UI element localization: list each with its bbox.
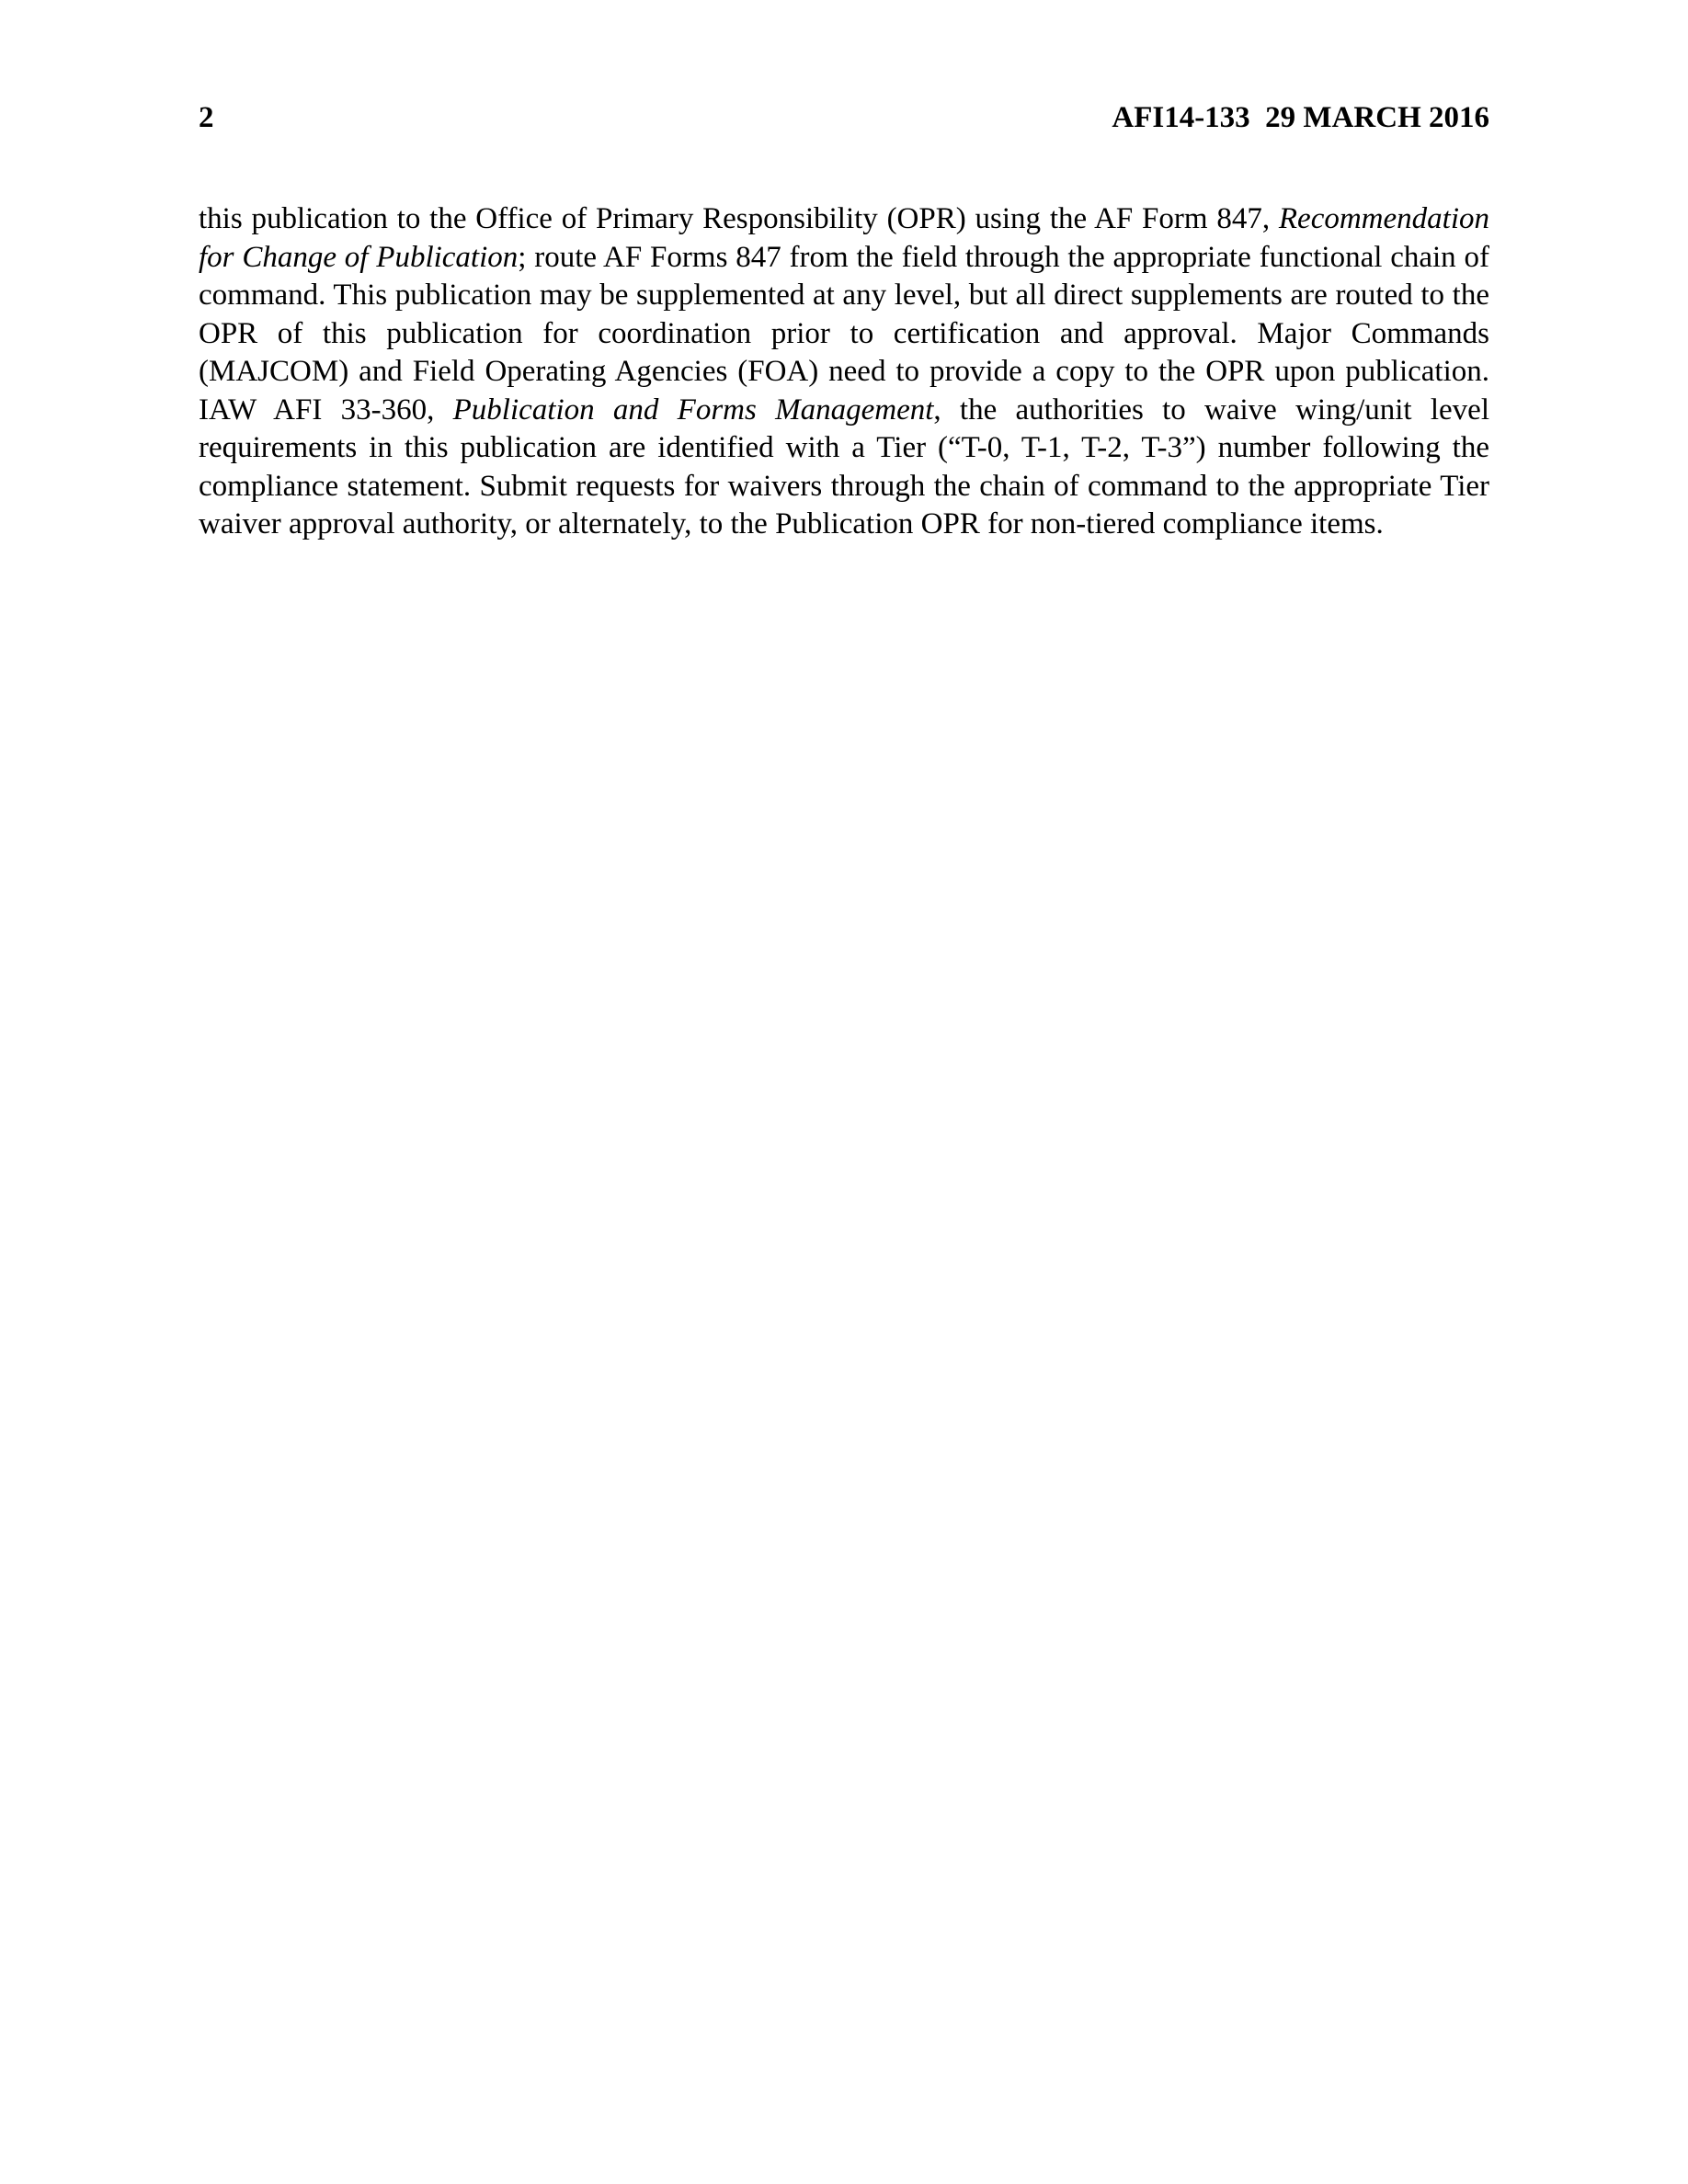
- document-id: AFI14-133 29 MARCH 2016: [1112, 101, 1489, 134]
- page-number: 2: [199, 101, 214, 134]
- paragraph-text-2: ; route AF Forms 847 from the field through the appropriate functional chain of command. This publication may be supplemented at any level, but all direct supplements are routed to the OPR of this publication for coordination prior to certification and approval. Major Commands (MAJCOM) and Field Operating Agencies (FOA) need to provide a copy to the OPR upon publication. IAW AFI 33-360,: [199, 240, 1489, 427]
- body-paragraph: [199, 200, 1489, 544]
- paragraph-text-3: , the authorities to waive wing/unit level requirements in this publication are identified with a Tier (“T-0, T-1, T-2, T-3”) number following the compliance statement. Submit requests for waivers through the chain of command to the appropriate Tier waiver approval authority, or alternately, to the Publication OPR for non-tiered compliance items.: [199, 392, 1490, 540]
- paragraph-text-1: this publication to the Office of Primary Responsibility (OPR) using the AF Form 847,: [199, 202, 1279, 235]
- form-title-italic: Recommendation for Change of Publication: [199, 202, 1489, 274]
- page-header: [199, 96, 1489, 140]
- publication-title-italic: Publication and Forms Management: [452, 392, 934, 427]
